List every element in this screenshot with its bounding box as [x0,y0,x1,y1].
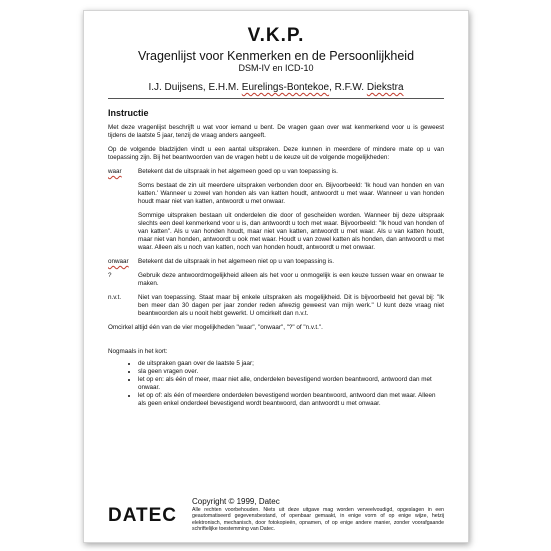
list-item: • sla geen vragen over. [138,368,444,376]
list-item: • de uitspraken gaan over de laatste 5 jaar; [138,360,444,368]
waar-explanation-en: Soms bestaat de zin uit meerdere uitspraken verbonden door en. Bijvoorbeeld: 'Ik houd van honden en van katten.' Wanneer u zowel van honden als van katten houdt, antwoordt u met waar. Wanneer u van honden houdt maar niet van katten, antwoordt u met onwaar. [138,182,444,205]
definition-onwaar [108,258,444,266]
authors-part: Diekstra [366,82,404,93]
summary-list [126,360,444,408]
document-subtitle: Vragenlijst voor Kenmerken en de Persoonlijkheid [137,49,415,63]
authors-part: Eurelings-Bontekoe [241,82,330,93]
list-item: • let op of: als één of meerdere onderdelen bevestigend worden beantwoord, antwoord dan met waar. Alleen als geen enkel onderdeel bevestigend wordt beantwoord, dan antwoordt u met onwaar. [138,392,444,408]
definition-body: Betekent dat de uitspraak in het algemeen goed op u van toepassing is. [138,168,338,175]
copyright-block [192,497,444,533]
paragraph-options: Op de volgende bladzijden vindt u een aantal uitspraken. Deze kunnen in meerdere of mindere mate op u van toepassing zijn. Bij het beantwoorden van de vragen hebt u de keuze uit de volgende mogelijkheden: [108,146,444,161]
definition-question [108,272,444,288]
definition-term: ? [108,272,112,279]
list-item: • let op en: als één of meer, maar niet alle, onderdelen bevestigend worden beantwoord, antwoord dan met onwaar. [138,376,444,392]
definition-body: Betekent dat de uitspraak in het algemeen niet op u van toepassing is. [138,258,335,265]
authors-part: I.J. Duijsens, E.H.M. [148,82,242,93]
definition-body: Gebruik deze antwoordmogelijkheid alleen als het voor u onmogelijk is een keuze tussen waar en onwaar te maken. [138,272,444,287]
footer [108,497,444,533]
authors-line [108,82,444,93]
divider [108,98,444,99]
document-page [83,10,469,543]
definition-term: waar [108,168,122,175]
publisher-logo: DATEC [108,505,178,526]
waar-explanation-of: Sommige uitspraken bestaan uit onderdelen die door of gescheiden worden. Wanneer bij deze uitspraak slechts een deel kenmerkend voor u is, dan antwoordt u toch met waar. Bijvoorbeeld: "Ik houd van honden of van katten". Als u van honden houdt, maar niet van katten, antwoordt u met waar. Als u van katten houdt, maar niet van honden, antwoordt u ook met waar. Houdt u van zowel katten als honden, dan antwoordt u met waar. Alleen als u noch van katten, noch van honden houdt, antwoordt u met onwaar. [138,212,444,251]
classification-line: DSM-IV en ICD-10 [238,63,314,73]
document-title: V.K.P. [247,25,305,46]
authors-part: , R.F.W. [329,82,367,93]
summary-heading: Nogmaals in het kort: [108,348,168,355]
paragraph-circle-instruction: Omcirkel altijd één van de vier mogelijkheden "waar", "onwaar", "?" of "n.v.t.". [108,324,323,331]
paragraph-intro: Met deze vragenlijst beschrijft u wat voor iemand u bent. De vragen gaan over wat kenmerkend voor u is geweest tijdens de laatste 5 jaar, tenzij de vraag anders aangeeft. [108,124,444,139]
rights-notice: Alle rechten voorbehouden. Niets uit deze uitgave mag worden verveelvoudigd, opgeslagen in een geautomatiseerd gegevensbestand, of openbaar gemaakt, in enige vorm of op enige wijze, hetzij elektronisch, mechanisch, door fotokopieën, opnamen, of op enige andere manier, zonder voorafgaande schriftelijke toestemming van Datec. [192,507,444,533]
definition-nvt [108,294,444,318]
definition-term: n.v.t. [108,294,122,301]
definition-waar [108,168,444,176]
copyright-line: Copyright © 1999, Datec [192,497,280,506]
section-heading: Instructie [108,108,149,118]
definition-body: Niet van toepassing. Staat maar bij enkele uitspraken als mogelijkheid. Dit is bijvoorbeeld het geval bij: "Ik ben meer dan 30 dagen per jaar zonder reden afwezig geweest van mijn werk." U kunt deze vraag niet beantwoorden als u nooit hebt gewerkt. U omcirkelt dan n.v.t. [138,294,444,317]
definition-term: onwaar [108,258,129,265]
